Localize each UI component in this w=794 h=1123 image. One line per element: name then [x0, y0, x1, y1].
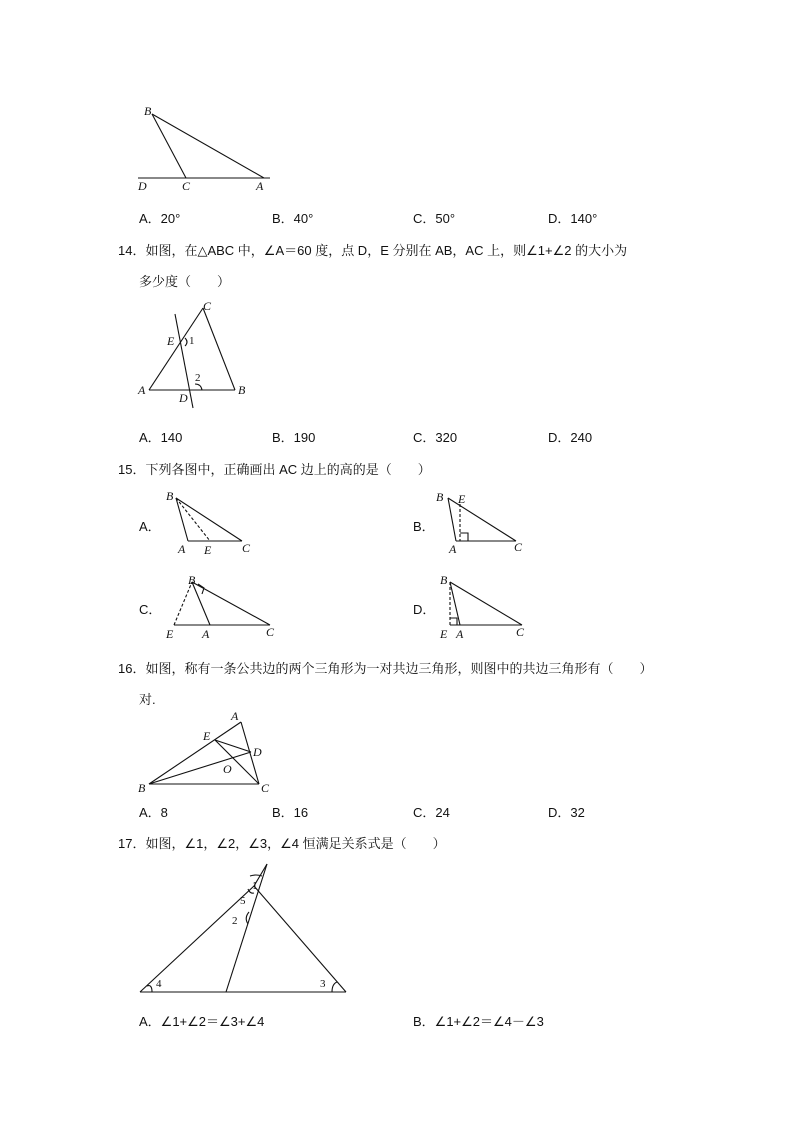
q15d-label-A: A [456, 627, 464, 641]
q14-stem-line1: 14．如图，在△ABC 中，∠A＝60 度，点 D，E 分别在 AB，AC 上，则∠1+∠2 的大小为 [118, 243, 628, 258]
q14-label-C: C [203, 299, 212, 313]
q14-label-B: B [238, 383, 246, 397]
q13-option-c[interactable]: C．50° [413, 211, 456, 226]
q16-label-D: D [253, 745, 262, 759]
q13-figure [130, 100, 280, 195]
q13-option-d[interactable]: D．140° [548, 211, 598, 226]
q15d-label-C: C [516, 625, 525, 639]
q17-label-3: 3 [320, 978, 326, 990]
q14-option-c[interactable]: C．320 [413, 430, 458, 445]
q14-label-E: E [167, 334, 175, 348]
q15b-label-B: B [436, 490, 444, 504]
q16-stem-line1: 16．如图，称有一条公共边的两个三角形为一对共边三角形，则图中的共边三角形有（ ） [118, 661, 653, 676]
q14-label-1: 1 [189, 335, 195, 347]
q16-label-C: C [261, 781, 270, 795]
q15c-label-C: C [266, 625, 275, 639]
q16-option-b[interactable]: B．16 [272, 805, 309, 820]
q15a-label-E: E [204, 543, 212, 557]
q13-label-D: D [138, 179, 147, 193]
q13-label-C: C [182, 179, 191, 193]
q14-label-A: A [138, 383, 146, 397]
q15a-label-C: C [242, 541, 251, 555]
q15a-label-A: A [178, 542, 186, 556]
q14-option-b[interactable]: B．190 [272, 430, 316, 445]
q17-option-a[interactable]: A．∠1+∠2＝∠3+∠4 [139, 1014, 265, 1029]
q15-choice-d-label[interactable]: D． [413, 602, 436, 617]
q14-option-a[interactable]: A．140 [139, 430, 183, 445]
q15d-label-B: B [440, 573, 448, 587]
q17-label-1: 1 [252, 880, 258, 892]
q15b-label-E: E [458, 492, 466, 506]
q15a-label-B: B [166, 489, 174, 503]
q15b-label-C: C [514, 540, 523, 554]
q16-figure [135, 706, 285, 798]
q15-stem: 15．下列各图中，正确画出 AC 边上的高的是（ ） [118, 462, 431, 477]
q16-label-O: O [223, 762, 232, 776]
q15d-label-E: E [440, 627, 448, 641]
q14-label-D: D [179, 391, 188, 405]
q15b-label-A: A [449, 542, 457, 556]
q16-label-A: A [231, 709, 239, 723]
q17-stem: 17．如图，∠1，∠2，∠3，∠4 恒满足关系式是（ ） [118, 836, 446, 851]
q15-figure-a[interactable] [160, 488, 260, 558]
q16-label-E: E [203, 729, 211, 743]
q15c-label-E: E [166, 627, 174, 641]
q14-stem-line2: 多少度（ ） [139, 274, 231, 289]
q15-choice-c-label[interactable]: C． [139, 602, 162, 617]
q16-label-B: B [138, 781, 146, 795]
q13-option-b[interactable]: B．40° [272, 211, 314, 226]
q14-figure [135, 298, 255, 410]
q17-label-2: 2 [232, 915, 238, 927]
q15-figure-c[interactable] [162, 572, 282, 644]
q17-label-4: 4 [156, 978, 162, 990]
q15c-label-B: B [188, 573, 196, 587]
q13-option-a[interactable]: A．20° [139, 211, 181, 226]
q16-stem-line2: 对. [139, 692, 156, 707]
q15-figure-b[interactable] [432, 488, 532, 558]
q13-label-B: B [144, 104, 152, 118]
q16-option-a[interactable]: A．8 [139, 805, 168, 820]
q14-label-2: 2 [195, 372, 201, 384]
q17-figure [130, 858, 360, 998]
q17-option-b[interactable]: B．∠1+∠2＝∠4－∠3 [413, 1014, 544, 1029]
q17-label-5: 5 [240, 895, 246, 907]
q15-choice-b-label[interactable]: B． [413, 519, 435, 534]
q15-choice-a-label[interactable]: A． [139, 519, 161, 534]
q15c-label-A: A [202, 627, 210, 641]
q16-option-c[interactable]: C．24 [413, 805, 450, 820]
q15-figure-d[interactable] [436, 572, 536, 644]
q13-label-A: A [256, 179, 264, 193]
q14-option-d[interactable]: D．240 [548, 430, 593, 445]
q16-option-d[interactable]: D．32 [548, 805, 585, 820]
